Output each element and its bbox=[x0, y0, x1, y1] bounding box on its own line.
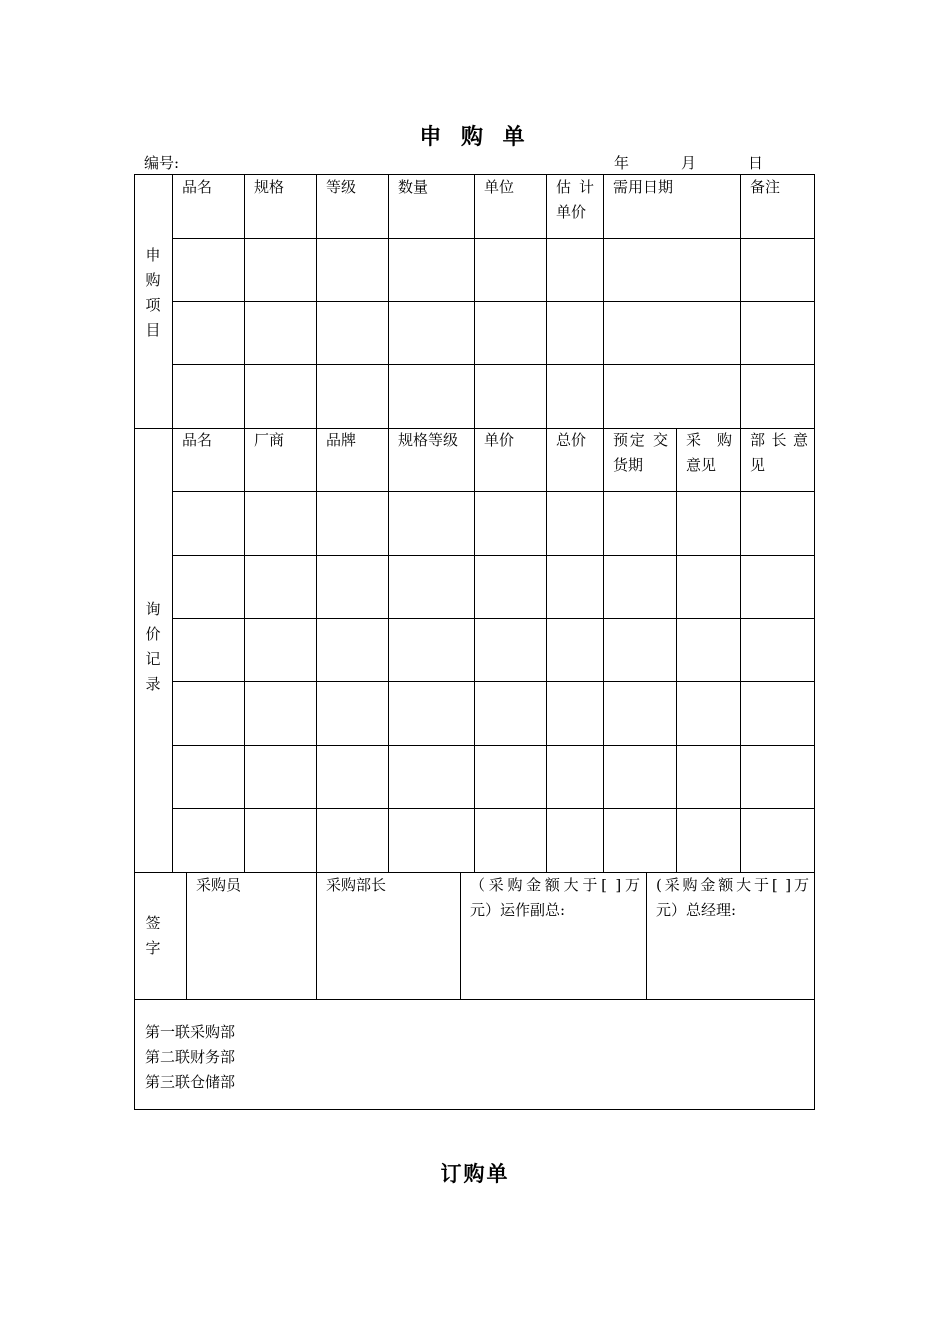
col-line bbox=[546, 175, 547, 872]
row-line bbox=[172, 681, 815, 682]
col-header-estimated-price: 估 计 单价 bbox=[556, 178, 594, 221]
col-header-delivery-date: 预定 交 货期 bbox=[613, 431, 668, 474]
number-label: 编号: bbox=[144, 154, 180, 172]
day-label: 日 bbox=[748, 154, 764, 172]
col-header-brand: 品牌 bbox=[326, 431, 357, 449]
copy-distribution bbox=[145, 1020, 235, 1095]
department-head-signature: 采购部长 bbox=[326, 876, 387, 894]
copy-line: 第一联采购部 bbox=[145, 1023, 236, 1041]
year-label: 年 bbox=[614, 154, 630, 172]
copy-line: 第二联财务部 bbox=[145, 1048, 236, 1066]
row-line bbox=[172, 745, 815, 746]
general-manager-signature: (采购金额大于[ ]万 元）总经理: bbox=[656, 876, 809, 919]
col-header-manager-opinion: 部 长 意 见 bbox=[750, 431, 808, 474]
col-line bbox=[172, 175, 173, 872]
vice-president-signature: （采购金额大于[ ]万 元）运作副总: bbox=[470, 876, 640, 919]
row-line bbox=[172, 491, 815, 492]
col-header-unit: 单位 bbox=[484, 178, 515, 196]
col-header-product-name: 品名 bbox=[182, 178, 213, 196]
col-line bbox=[244, 175, 245, 872]
col-header-grade: 等级 bbox=[326, 178, 357, 196]
col-header-vendor: 厂商 bbox=[254, 431, 285, 449]
col-line bbox=[676, 428, 677, 872]
row-line bbox=[172, 301, 815, 302]
col-line bbox=[474, 175, 475, 872]
col-line bbox=[740, 175, 741, 872]
page-title: 申 购 单 bbox=[419, 124, 531, 150]
col-line bbox=[316, 175, 317, 872]
row-line bbox=[172, 555, 815, 556]
col-header-product-name: 品名 bbox=[182, 431, 213, 449]
col-header-quantity: 数量 bbox=[398, 178, 429, 196]
row-line bbox=[172, 618, 815, 619]
col-header-spec-grade: 规格等级 bbox=[398, 431, 459, 449]
purchase-items-label: 申 购 项 目 bbox=[145, 246, 161, 339]
row-line bbox=[172, 808, 815, 809]
col-header-unit-price: 单价 bbox=[484, 431, 515, 449]
signature-label: 签 字 bbox=[145, 914, 161, 957]
month-label: 月 bbox=[681, 154, 697, 172]
col-line bbox=[316, 872, 317, 999]
row-line bbox=[172, 238, 815, 239]
col-header-required-date: 需用日期 bbox=[613, 178, 674, 196]
row-line bbox=[172, 364, 815, 365]
col-line bbox=[603, 175, 604, 872]
col-line bbox=[646, 872, 647, 999]
purchase-request-form bbox=[134, 174, 815, 1110]
col-line bbox=[388, 175, 389, 872]
section-divider bbox=[135, 999, 815, 1000]
col-header-remarks: 备注 bbox=[750, 178, 781, 196]
copy-line: 第三联仓储部 bbox=[145, 1073, 236, 1091]
col-header-total-price: 总价 bbox=[556, 431, 587, 449]
col-line bbox=[186, 872, 187, 999]
col-header-purchase-opinion: 采 购 意见 bbox=[686, 431, 732, 474]
col-line bbox=[460, 872, 461, 999]
buyer-signature: 采购员 bbox=[196, 876, 242, 894]
col-header-spec: 规格 bbox=[254, 178, 285, 196]
next-form-title: 订购单 bbox=[440, 1161, 510, 1186]
inquiry-record-label: 询 价 记 录 bbox=[145, 600, 161, 693]
